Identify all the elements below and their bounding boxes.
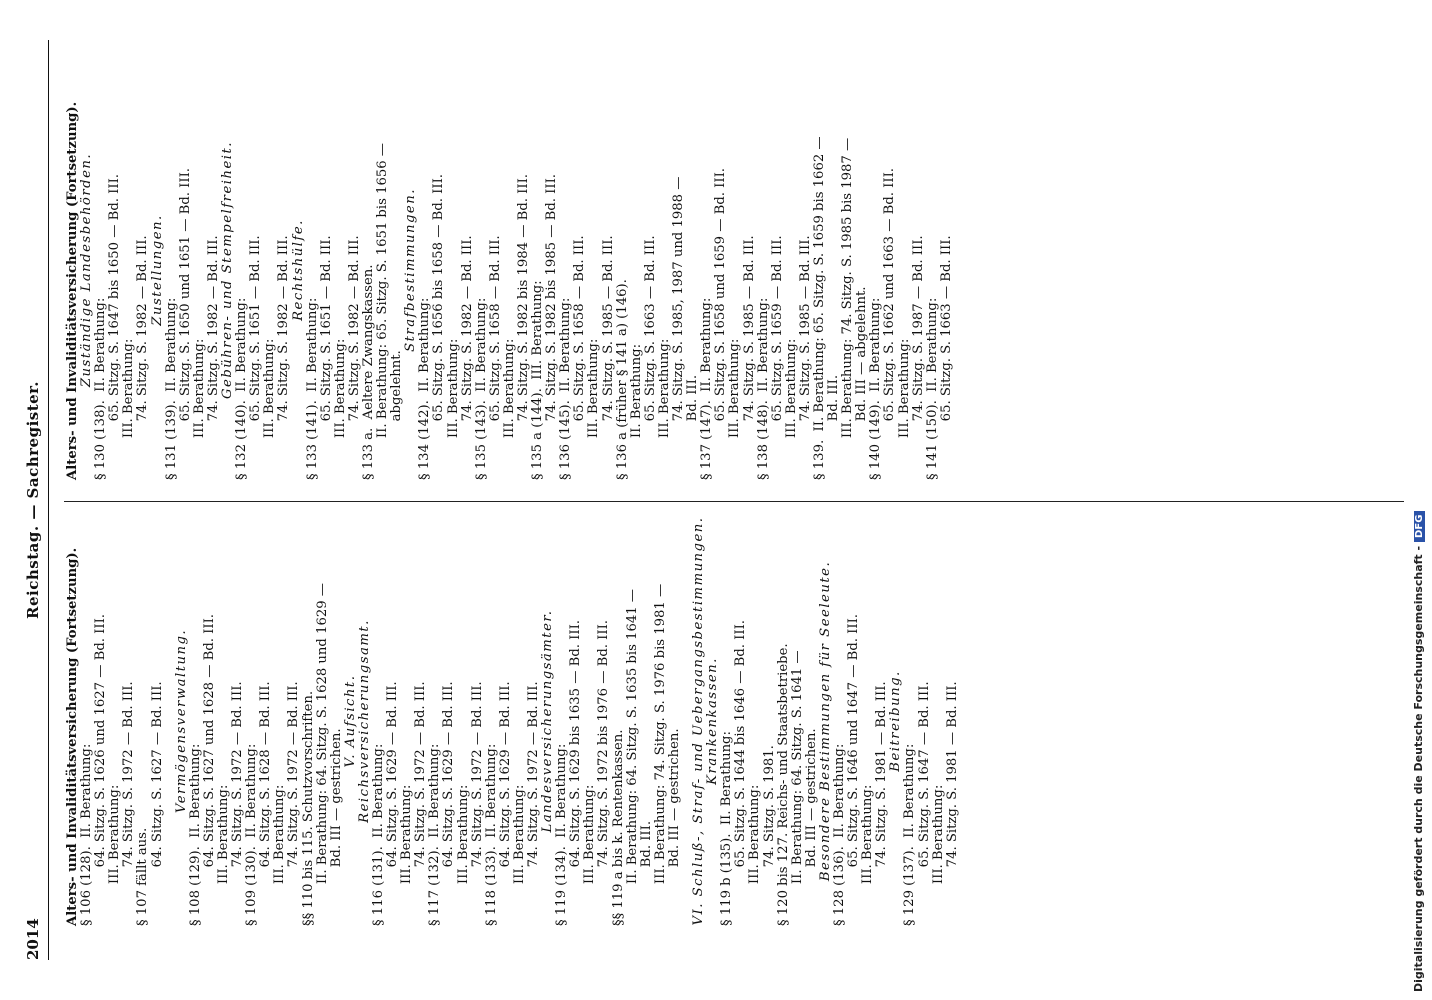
- index-entry-line: 74. Sitzg. S. 1981 — Bd. III.: [874, 681, 890, 926]
- index-entry-line: § 130 (138). II. Berathung:: [93, 297, 109, 480]
- index-entry-line: 74. Sitzg. S. 1981 — Bd. III.: [944, 681, 960, 926]
- index-entry-line: 74. Sitzg. S. 1982 bis 1984 — Bd. III.: [516, 174, 531, 480]
- index-entry-line: III. Berathung:: [399, 784, 415, 926]
- subsection-heading: Reichsversicherungsamt.: [356, 619, 372, 823]
- index-entry-line: 65. Sitzg. S. 1651 — Bd. III.: [248, 235, 264, 480]
- index-entry-line: Bd. III.: [685, 374, 701, 480]
- subsection-heading: Gebühren- und Stempelfreiheit.: [220, 141, 236, 399]
- index-entry-line: III. Berathung:: [582, 784, 598, 926]
- subsection-heading: Zustellungen.: [149, 214, 165, 326]
- index-entry-line: 65. Sitzg. S. 1646 und 1647 — Bd. III.: [846, 614, 862, 926]
- index-entry-line: § 139. II. Berathung: 65. Sitzg. S. 1659 bis 1662 —: [811, 136, 827, 480]
- index-entry-line: III. Berathung:: [191, 338, 207, 480]
- index-entry-line: § 107 fällt aus.: [135, 827, 151, 926]
- index-entry-line: § 128 (136). II. Berathung:: [831, 743, 847, 926]
- index-entry-line: 74. Sitzg. S. 1982 — Bd. III.: [346, 235, 362, 480]
- index-entry-line: 74. Sitzg. S. 1982 — Bd. III.: [459, 235, 475, 480]
- index-entry-line: 74. Sitzg. S. 1972 — Bd. III.: [286, 681, 302, 926]
- index-entry-line: §§ 119 a bis k. Rentenkassen.: [610, 729, 626, 926]
- index-entry-line: III. Berathung:: [783, 338, 799, 480]
- index-entry-line: § 141 (150). II. Berathung:: [924, 297, 940, 480]
- index-entry-line: III. Berathung:: [501, 338, 517, 480]
- index-entry-line: 74. Sitzg. S. 1972 — Bd. III.: [469, 681, 485, 926]
- dfg-logo: DFG: [1414, 511, 1425, 542]
- index-entry-line: II. Berathung: 64. Sitzg. S. 1641 —: [789, 650, 805, 926]
- index-entry-line: 65. Sitzg. S. 1659 — Bd. III.: [769, 235, 785, 480]
- index-entry-line: III. Berathung: 74. Sitzg. S. 1976 bis 1981 —: [652, 583, 668, 926]
- index-entry-line: III. Berathung:: [107, 784, 123, 926]
- index-entry-line: 74. Sitzg. S. 1972 — Bd. III.: [413, 681, 429, 926]
- subsection-heading: Rechtshülfe.: [290, 219, 306, 321]
- index-entry-line: II. Berathung:: [628, 343, 644, 480]
- subsection-heading: Krankenkassen.: [705, 657, 721, 785]
- index-entry-line: III. Berathung:: [215, 784, 231, 926]
- index-entry-line: III. Berathung:: [896, 338, 912, 480]
- index-entry-line: 74. Sitzg. S. 1981.: [761, 745, 777, 926]
- index-entry-line: III. Berathung:: [586, 338, 602, 480]
- index-entry-line: 65. Sitzg. S. 1647 bis 1650 — Bd. III.: [107, 174, 123, 480]
- index-entry-line: 64. Sitzg. S. 1629 bis 1635 — Bd. III.: [568, 620, 584, 926]
- index-entry-line: 64. Sitzg. S. 1627 — Bd. III.: [149, 681, 165, 926]
- index-entry-line: abgelehnt.: [389, 350, 405, 480]
- subsection-heading: Landesversicherungsämter.: [540, 609, 556, 833]
- index-entry-line: 74. Sitzg. S. 1985 — Bd. III.: [797, 235, 813, 480]
- index-entry-line: 74. Sitzg. S. 1987 — Bd. III.: [910, 235, 926, 480]
- index-entry-line: § 118 (133). II. Berathung:: [483, 743, 499, 926]
- index-entry-line: 65. Sitzg. S. 1650 und 1651 — Bd. III.: [177, 168, 193, 480]
- index-entry-line: III. Berathung:: [455, 784, 471, 926]
- index-entry-line: § 120 bis 127. Reichs- und Staatsbetriebe.: [775, 643, 791, 926]
- subsection-heading: Besondere Bestimmungen für Seeleute.: [817, 560, 833, 882]
- index-entry-line: 64. Sitzg. S. 1629 — Bd. III.: [385, 681, 401, 926]
- index-entry-line: 65. Sitzg. S. 1647 — Bd. III.: [916, 681, 932, 926]
- index-entry-line: § 136 a (früher § 141 a) (146).: [614, 279, 630, 480]
- index-entry-line: III. Berathung:: [121, 338, 137, 480]
- index-entry-line: III. Berathung:: [262, 338, 278, 480]
- index-entry-line: Bd. III — gestrichen.: [803, 728, 819, 926]
- index-entry-line: 74. Sitzg. S. 1985, 1987 und 1988 —: [671, 176, 687, 480]
- subsection-heading: Zuständige Landesbehörden.: [79, 152, 95, 388]
- index-entry-line: 65. Sitzg. S. 1662 und 1663 — Bd. III.: [882, 168, 898, 480]
- index-entry-line: § 134 (142). II. Berathung:: [417, 297, 433, 480]
- index-entry-line: 64. Sitzg. S. 1628 — Bd. III.: [258, 681, 274, 926]
- index-entry-line: 65. Sitzg. S. 1658 — Bd. III.: [572, 235, 588, 480]
- index-entry-line: § 106 (128). II. Berathung:: [79, 743, 95, 926]
- index-entry-line: § 129 (137). II. Berathung:: [902, 743, 918, 926]
- index-entry-line: § 117 (132). II. Berathung:: [427, 743, 443, 926]
- index-entry-line: 65. Sitzg. S. 1651 — Bd. III.: [318, 235, 334, 480]
- index-entry-line: § 133 (141). II. Berathung:: [304, 297, 320, 480]
- index-entry-line: 74. Sitzg. S. 1972 — Bd. III.: [526, 681, 541, 926]
- index-entry-line: III. Berathung:: [860, 784, 876, 926]
- index-entry-line: Bd. III — gestrichen.: [666, 728, 682, 926]
- index-entry-line: III. Berathung:: [272, 784, 288, 926]
- index-entry-line: 65. Sitzg. S. 1658 und 1659 — Bd. III.: [713, 168, 729, 480]
- index-entry-line: 74. Sitzg. S. 1982 — Bd. III.: [135, 235, 151, 480]
- index-entry-line: III. Berathung:: [511, 784, 527, 926]
- left-column: [66, 516, 960, 926]
- index-entry-line: III. Berathung:: [445, 338, 461, 480]
- index-entry-line: § 138 (148). II. Berathung:: [755, 297, 771, 480]
- digitization-credit: [1412, 511, 1425, 992]
- index-entry-line: Bd. III — abgelehnt.: [854, 286, 870, 480]
- index-entry-line: § 137 (147). II. Berathung:: [699, 297, 715, 480]
- index-entry-line: Bd. III.: [638, 820, 654, 926]
- index-entry-line: § 133 a. Aeltere Zwangskassen.: [360, 264, 376, 480]
- subsection-heading: Strafbestimmungen.: [403, 188, 419, 352]
- index-entry-line: 65. Sitzg. S. 1644 bis 1646 — Bd. III.: [733, 620, 749, 926]
- index-entry-line: 74. Sitzg. S. 1972 — Bd. III.: [121, 681, 137, 926]
- section-heading: Alters- und Invaliditätsversicherung (Fortsetzung).: [65, 101, 80, 480]
- index-entry-line: 74. Sitzg. S. 1982 — Bd. III.: [276, 235, 292, 480]
- index-entry-line: 65. Sitzg. S. 1663 — Bd. III.: [938, 235, 954, 480]
- index-entry-line: § 135 (143). II. Berathung:: [473, 297, 489, 480]
- index-entry-line: 64. Sitzg. S. 1629 — Bd. III.: [441, 681, 457, 926]
- index-entry-line: § 131 (139). II. Berathung:: [163, 297, 179, 480]
- index-entry-line: III. Berathung:: [930, 784, 946, 926]
- index-entry-line: III. Berathung:: [747, 784, 763, 926]
- page-number: 2014: [24, 918, 42, 960]
- index-entry-line: Bd. III.: [826, 374, 842, 480]
- index-entry-line: § 108 (129). II. Berathung:: [187, 743, 203, 926]
- index-entry-line: 74. Sitzg. S. 1972 — Bd. III.: [230, 681, 246, 926]
- index-entry-line: § 116 (131). II. Berathung:: [370, 743, 386, 926]
- index-entry-line: § 136 (145). II. Berathung:: [558, 297, 574, 480]
- index-entry-line: § 132 (140). II. Berathung:: [234, 297, 250, 480]
- index-entry-line: 64. Sitzg. S. 1626 und 1627 — Bd. III.: [93, 614, 109, 926]
- subsection-heading: VI. Schluß-, Straf- und Uebergangsbestimmungen.: [691, 516, 707, 926]
- index-entry-line: 74. Sitzg. S. 1972 bis 1976 — Bd. III.: [596, 620, 612, 926]
- index-entry-line: 65. Sitzg. S. 1656 bis 1658 — Bd. III.: [431, 174, 447, 480]
- index-entry-line: 64. Sitzg. S. 1627 und 1628 — Bd. III.: [201, 614, 217, 926]
- index-entry-line: II. Berathung: 64. Sitzg. S. 1628 und 1629 —: [314, 583, 330, 926]
- index-entry-line: III. Berathung:: [656, 338, 672, 480]
- index-entry-line: 74. Sitzg. S. 1982 — Bd. III.: [205, 235, 221, 480]
- subsection-heading: Vermögensverwaltung.: [173, 628, 189, 814]
- running-title: Reichstag. — Sachregister.: [24, 381, 42, 619]
- index-entry-line: 74. Sitzg. S. 1982 bis 1985 — Bd. III.: [544, 174, 560, 480]
- index-entry-line: III. Berathung: 74. Sitzg. S. 1985 bis 1987 —: [840, 137, 856, 480]
- index-entry-line: § 140 (149). II. Berathung:: [868, 297, 884, 480]
- index-entry-line: § 109 (130). II. Berathung:: [244, 743, 260, 926]
- index-entry-line: 65. Sitzg. S. 1658 — Bd. III.: [487, 235, 503, 480]
- column-divider: [64, 501, 1404, 502]
- index-entry-line: § 119 b (135). II. Berathung:: [719, 731, 735, 926]
- index-entry-line: II. Berathung: 64. Sitzg. S. 1635 bis 1641 —: [624, 589, 640, 926]
- index-entry-line: §§ 110 bis 115. Schutzvorschriften.: [300, 690, 316, 926]
- index-entry-line: § 119 (134). II. Berathung:: [554, 743, 570, 926]
- index-entry-line: 74. Sitzg. S. 1985 — Bd. III.: [741, 235, 757, 480]
- credit-text: Digitalisierung gefördert durch die Deutsche Forschungsgemeinschaft -: [1412, 545, 1425, 992]
- index-entry-line: III. Berathung:: [727, 338, 743, 480]
- index-entry-line: 65. Sitzg. S. 1663 — Bd. III.: [642, 235, 658, 480]
- index-entry-line: § 135 a (144). III. Berathung:: [530, 280, 546, 480]
- section-heading: Alters- und Invaliditätsversicherung (Fortsetzung).: [65, 547, 80, 926]
- index-entry-line: Bd. III — gestrichen.: [328, 728, 344, 926]
- subsection-heading: Beitreibung.: [888, 670, 904, 772]
- index-entry-line: III. Berathung:: [332, 338, 348, 480]
- index-entry-line: 74. Sitzg. S. 1985 — Bd. III.: [600, 235, 616, 480]
- index-entry-line: 64. Sitzg. S. 1629 — Bd. III.: [497, 681, 513, 926]
- index-entry-line: II. Berathung: 65. Sitzg. S. 1651 bis 1656 —: [375, 143, 391, 480]
- subsection-heading: V. Aufsicht.: [342, 674, 358, 768]
- right-column: [66, 60, 954, 480]
- page-header: [20, 40, 49, 960]
